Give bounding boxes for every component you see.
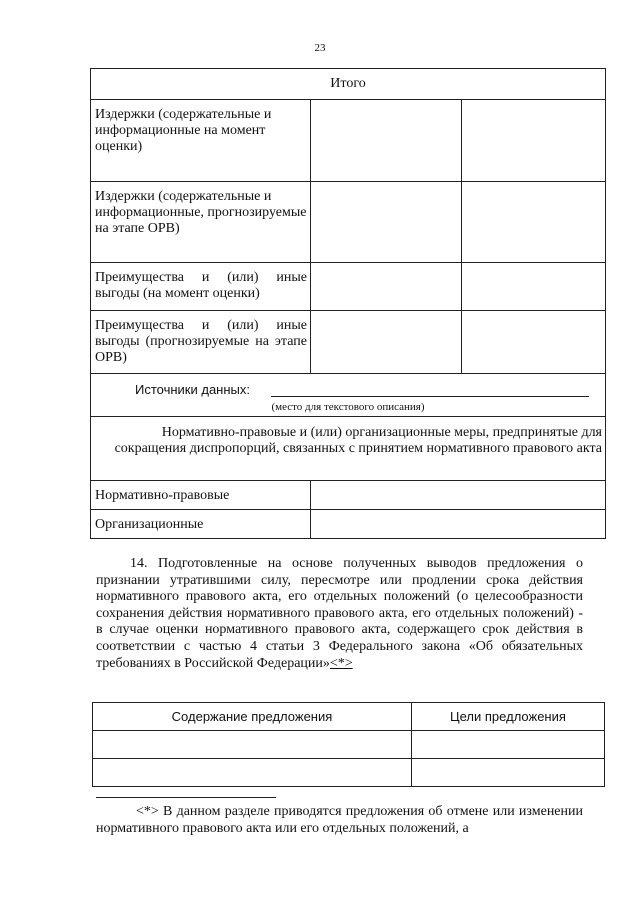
row-label-costs-current: Издержки (содержательные и информационные на момент оценки)	[91, 100, 311, 182]
section-14-paragraph	[96, 556, 583, 672]
row-label-benefits-current: Преимущества и (или) иные выгоды (на момент оценки)	[91, 263, 311, 311]
table-cell	[310, 311, 461, 374]
table-cell	[411, 759, 604, 787]
section-14-text: 14. Подготовленные на основе полученных выводов предложения о признании утратившими силу, пересмотре или продлении срока действия нормативного правового акта, его отдельных положений (о целесообразности сохранения действия нормативного правового акта, его отдельных положений) - в случае оценки нормативного правового акта, содержащего срок действия в соответствии с частью 4 статьи 3 Федерального закона «Об обязательных требованиях в Российской Федерации»	[96, 556, 583, 671]
table-cell	[93, 731, 412, 759]
table-cell	[462, 100, 606, 182]
column-header-content: Содержание предложения	[93, 703, 412, 731]
table-cell	[462, 311, 606, 374]
row-label-benefits-forecast: Преимущества и (или) иные выгоды (прогнозируемые на этапе ОРВ)	[91, 311, 311, 374]
table-cell	[93, 759, 412, 787]
totals-table	[90, 68, 606, 539]
table-cell	[310, 481, 605, 510]
table-cell	[310, 182, 461, 263]
row-label-costs-forecast: Издержки (содержательные и информационные, прогнозируемые на этапе ОРВ)	[91, 182, 311, 263]
data-sources-cell	[91, 374, 606, 417]
proposals-table	[92, 702, 605, 787]
table-cell	[462, 182, 606, 263]
measures-heading: Нормативно-правовые и (или) организационные меры, предпринятые для сокращения диспропорций, связанных с принятием нормативного правового акта	[91, 417, 606, 481]
column-header-goals: Цели предложения	[411, 703, 604, 731]
data-sources-input-line	[271, 396, 589, 397]
footnote-text: <*> В данном разделе приводятся предложения об отмене или изменении нормативного правового акта или его отдельных положений, а	[96, 804, 583, 836]
measures-row-legal: Нормативно-правовые	[91, 481, 311, 510]
table-cell	[411, 731, 604, 759]
totals-title: Итого	[91, 69, 606, 100]
measures-row-organizational: Организационные	[91, 510, 311, 539]
footnote-separator	[96, 797, 276, 798]
data-sources-caption: (место для текстового описания)	[271, 401, 425, 413]
table-cell	[310, 100, 461, 182]
page-number: 23	[314, 42, 326, 54]
table-cell	[310, 510, 605, 539]
table-cell	[462, 263, 606, 311]
footnote-reference-link[interactable]: <*>	[329, 655, 353, 671]
table-cell	[310, 263, 461, 311]
data-sources-label: Источники данных:	[135, 382, 251, 397]
